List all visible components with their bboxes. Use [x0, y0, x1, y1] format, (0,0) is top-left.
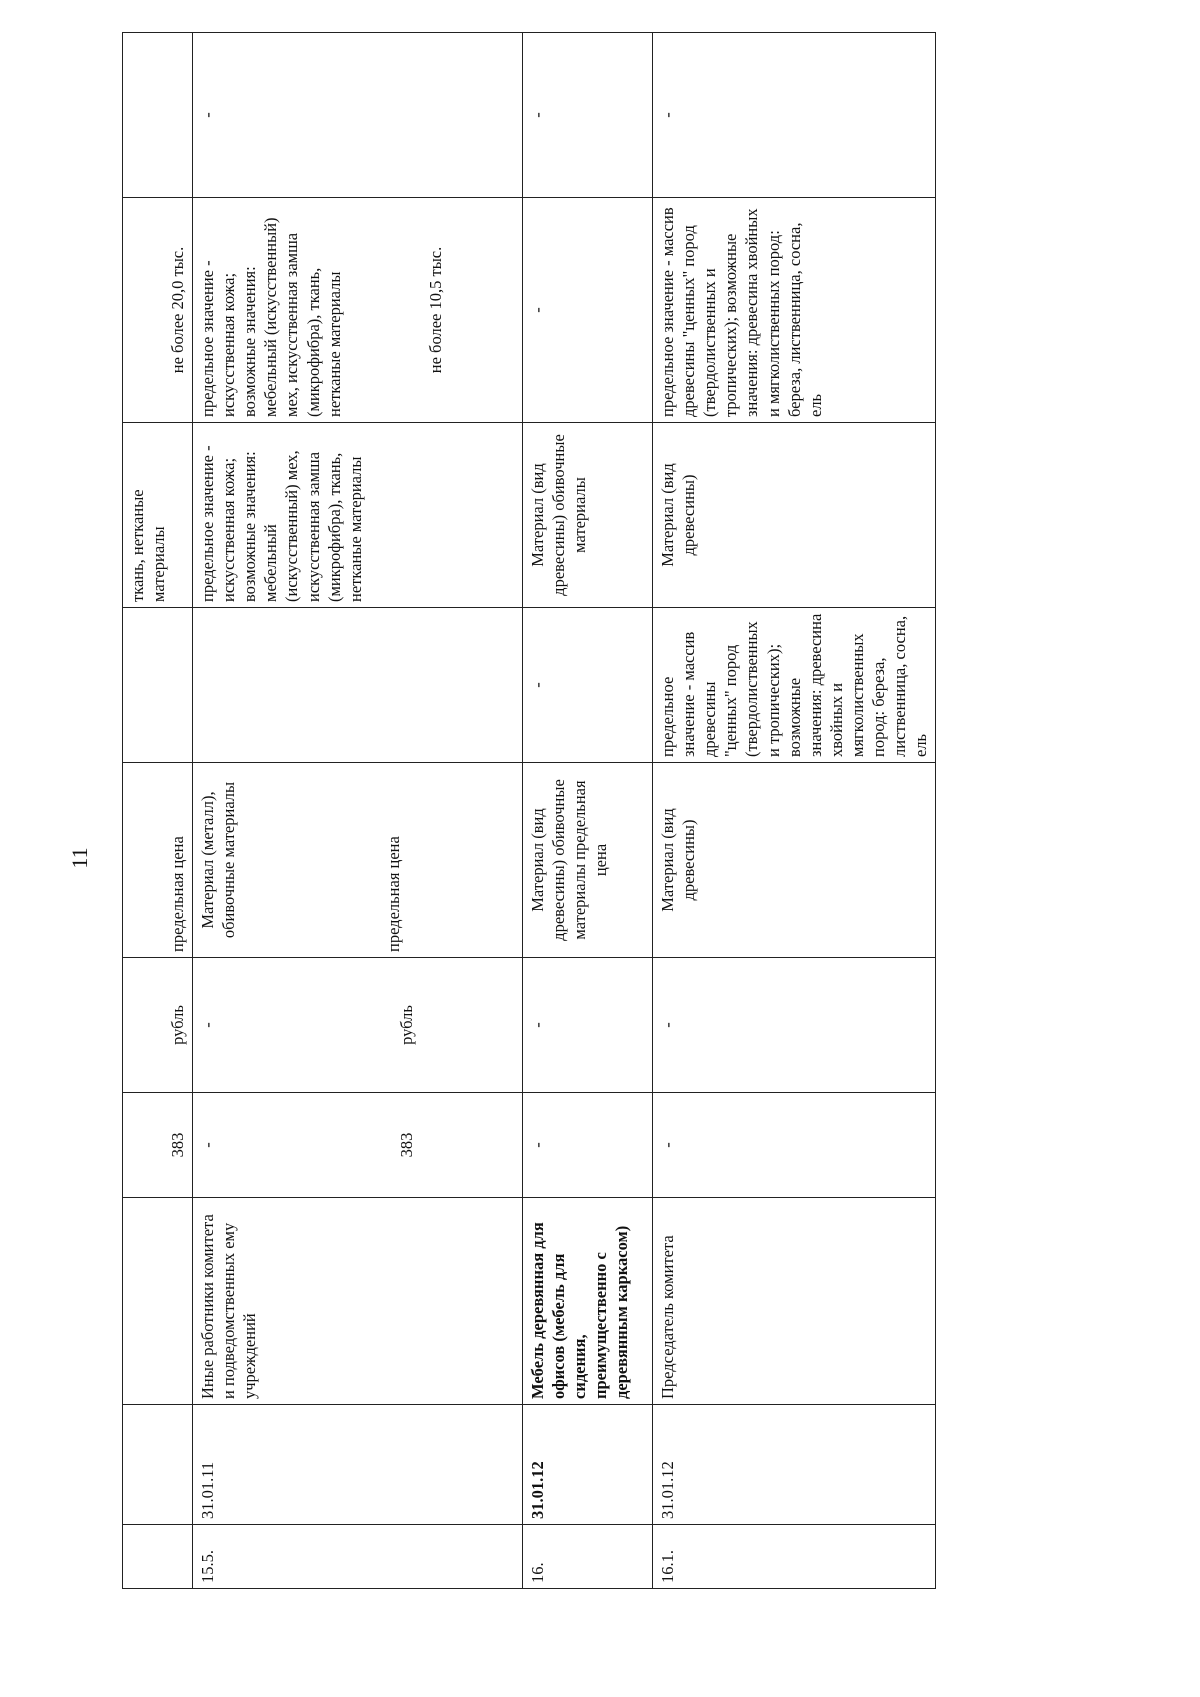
cell-characteristic-2 — [123, 423, 193, 608]
okei-value: - — [198, 1142, 217, 1148]
cell-value-2 — [193, 198, 523, 423]
unit-value-next: рубль — [397, 1005, 417, 1045]
cell-okei: - — [523, 1093, 653, 1198]
cell-characteristic — [123, 763, 193, 958]
cell-okei — [123, 1093, 193, 1198]
cell-code: 31.01.12 — [523, 1405, 653, 1525]
cell-characteristic: Материал (вид древесины) — [653, 763, 936, 958]
cell-num: 15.5. — [193, 1525, 523, 1589]
value-2-text: не более 20,0 тыс. — [167, 246, 187, 374]
value-2-next-text: не более 10,5 тыс. — [425, 246, 445, 374]
cell-name — [123, 1198, 193, 1405]
value-2-text: предельное значение - искусственная кожа; возможные значения: мебельный (искусственный) мех, искусственная замша (микрофибра), ткань, нетканые материалы — [198, 217, 344, 417]
cell-value-2: предельное значение - массив древесины "ценных" пород (твердолиственных и тропических); возможные значения: древесина хвойных и мягколиственных пород: береза, лиственница, сосна, ель — [653, 198, 936, 423]
cell-num — [123, 1525, 193, 1589]
cell-okei: - — [653, 1093, 936, 1198]
cell-code: 31.01.11 — [193, 1405, 523, 1525]
cell-value-2: - — [523, 198, 653, 423]
cell-num: 16. — [523, 1525, 653, 1589]
cell-characteristic-2: предельное значение - искусственная кожа; возможные значения: мебельный (искусственный) мех, искусственная замша (микрофибра), ткань, нетканые материалы — [193, 423, 523, 608]
characteristic-text: предельная цена — [167, 836, 187, 952]
cell-code: 31.01.12 — [653, 1405, 936, 1525]
table-row — [653, 33, 936, 1589]
cell-note: - — [193, 33, 523, 198]
page-number: 11 — [67, 847, 92, 869]
cell-note: - — [523, 33, 653, 198]
cell-value-1 — [193, 608, 523, 763]
okei-value-next: 383 — [397, 1132, 417, 1158]
cell-note: - — [653, 33, 936, 198]
characteristics-table — [122, 32, 936, 1589]
cell-value-1 — [123, 608, 193, 763]
cell-characteristic: Материал (вид древесины) обивочные материалы предельная цена — [523, 763, 653, 958]
cell-value-2 — [123, 198, 193, 423]
cell-unit: - — [653, 958, 936, 1093]
characteristic-next-text: предельная цена — [384, 836, 404, 952]
cell-name: Мебель деревянная для офисов (мебель для сидения, преимущественно с деревянным каркасом) — [523, 1198, 653, 1405]
cell-unit: - — [523, 958, 653, 1093]
cell-unit — [193, 958, 523, 1093]
cell-characteristic-2: Материал (вид древесины) — [653, 423, 936, 608]
unit-value: рубль — [167, 1005, 187, 1045]
cell-okei — [193, 1093, 523, 1198]
cell-name: Иные работники комитета и подведомственных ему учреждений — [193, 1198, 523, 1405]
cell-code — [123, 1405, 193, 1525]
cell-num: 16.1. — [653, 1525, 936, 1589]
cell-characteristic — [193, 763, 523, 958]
table-row — [193, 33, 523, 1589]
rotated-table-wrapper — [122, 33, 1078, 1589]
characteristic-text: Материал (металл), обивочные материалы — [198, 781, 239, 939]
table-row — [123, 33, 193, 1589]
unit-value: - — [198, 1022, 217, 1028]
characteristic-2-text: ткань, нетканые материалы — [128, 489, 169, 602]
cell-value-1: предельное значение - массив древесины "ценных" пород (твердолиственных и тропических); возможные значения: древесина хвойных и мягколиственных пород: береза, лиственница, сосна, ель — [653, 608, 936, 763]
table-row — [523, 33, 653, 1589]
cell-unit — [123, 958, 193, 1093]
cell-characteristic-2: Материал (вид древесины) обивочные материалы — [523, 423, 653, 608]
cell-value-1: - — [523, 608, 653, 763]
cell-name: Председатель комитета — [653, 1198, 936, 1405]
cell-note — [123, 33, 193, 198]
okei-value: 383 — [167, 1132, 187, 1158]
